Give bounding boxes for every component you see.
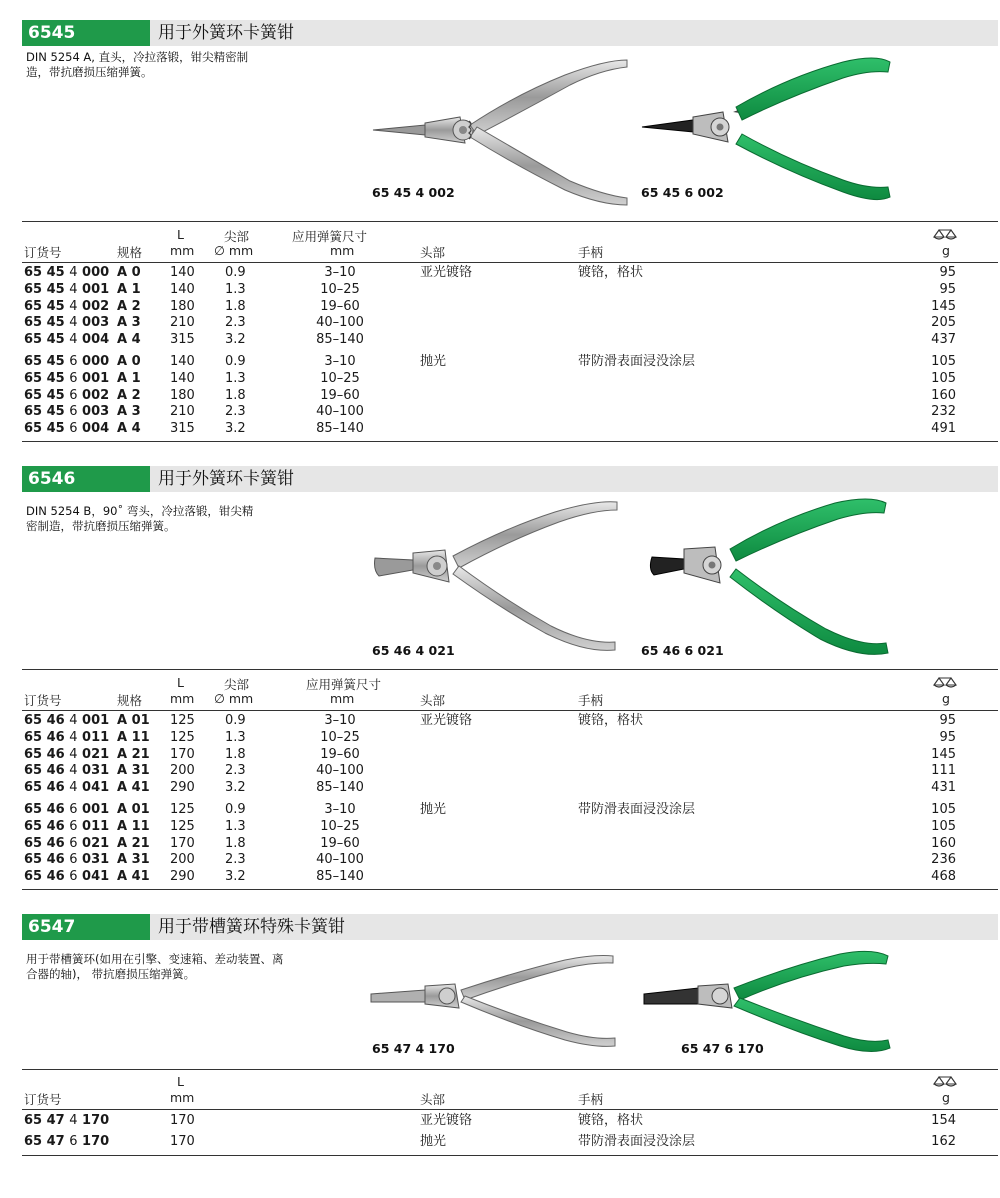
spec-cell: A 0 <box>117 265 141 280</box>
order-suffix: 004 <box>77 421 110 437</box>
tip-cell: 3.2 <box>225 332 246 348</box>
order-prefix: 65 45 <box>24 315 70 331</box>
weight-cell: 105 <box>931 354 956 369</box>
order-prefix: 65 46 <box>24 802 70 817</box>
order-variant: 4 <box>69 746 78 762</box>
col-header-ring-unit: mm <box>330 243 355 258</box>
ring-size-cell: 40–100 <box>316 763 364 779</box>
col-header-spec: 规格 <box>117 693 143 708</box>
order-variant: 6 <box>69 835 78 851</box>
table-header-rule <box>22 262 998 263</box>
order-suffix: 170 <box>77 1113 110 1128</box>
ring-size-cell: 85–140 <box>316 421 364 437</box>
table-header-rule <box>22 710 998 711</box>
spec-cell: A 3 <box>117 315 141 331</box>
order-prefix: 65 46 <box>24 869 70 885</box>
spec-cell: A 21 <box>117 835 150 851</box>
order-prefix: 65 46 <box>24 818 70 834</box>
weight-cell: 491 <box>931 421 956 437</box>
ring-size-cell: 19–60 <box>320 746 360 762</box>
order-number <box>24 730 109 747</box>
tip-cell: 1.8 <box>225 387 246 403</box>
weight-cell: 105 <box>931 818 956 834</box>
col-header-length: L <box>177 675 184 690</box>
col-header-tip-unit: ∅ mm <box>214 243 254 258</box>
section-description <box>26 504 253 534</box>
head-cell: 抛光 <box>420 1134 447 1149</box>
spec-cell: A 1 <box>117 370 141 386</box>
order-prefix: 65 45 <box>24 354 70 369</box>
tip-cell: 2.3 <box>225 763 246 779</box>
order-number <box>24 819 109 836</box>
order-variant: 6 <box>69 802 78 817</box>
order-number <box>24 388 109 405</box>
order-suffix: 021 <box>77 835 110 851</box>
col-header-tip: 尖部 <box>224 677 250 692</box>
section-title: 用于带槽簧环特殊卡簧钳 <box>158 917 345 937</box>
tip-cell: 3.2 <box>225 869 246 885</box>
order-suffix: 003 <box>77 404 110 420</box>
weight-cell: 232 <box>931 404 956 420</box>
order-suffix: 002 <box>77 387 110 403</box>
col-header-head: 头部 <box>420 245 446 260</box>
head-cell: 抛光 <box>420 354 447 369</box>
ring-size-cell: 10–25 <box>320 281 360 297</box>
order-number <box>24 315 109 332</box>
section-title: 用于外簧环卡簧钳 <box>158 23 294 43</box>
order-prefix: 65 45 <box>24 265 70 280</box>
col-header-length: L <box>177 227 184 242</box>
section-header-6545 <box>22 20 998 46</box>
spec-cell: A 41 <box>117 780 150 796</box>
tip-cell: 2.3 <box>225 315 246 331</box>
product-caption: 65 45 4 002 <box>372 185 455 200</box>
order-variant: 6 <box>69 1134 78 1149</box>
product-caption: 65 47 6 170 <box>681 1041 764 1056</box>
tip-cell: 1.3 <box>225 370 246 386</box>
tip-cell: 0.9 <box>225 802 246 817</box>
order-suffix: 031 <box>77 763 110 779</box>
length-cell: 170 <box>170 835 195 851</box>
order-number <box>24 836 109 853</box>
scale-icon <box>932 228 958 242</box>
spec-cell: A 31 <box>117 852 150 868</box>
order-suffix: 041 <box>77 869 110 885</box>
length-cell: 290 <box>170 869 195 885</box>
section-header-6546 <box>22 466 998 492</box>
length-cell: 125 <box>170 713 195 728</box>
description-line: 用于带槽簧环(如用在引擎、变速箱、差动装置、离 <box>26 952 284 966</box>
table-top-rule <box>22 221 998 222</box>
head-cell: 抛光 <box>420 802 447 817</box>
order-suffix: 004 <box>77 332 110 348</box>
order-suffix: 001 <box>77 370 110 386</box>
handle-cell: 镀铬，格状 <box>578 1113 644 1128</box>
length-cell: 140 <box>170 354 195 369</box>
order-prefix: 65 46 <box>24 746 70 762</box>
length-cell: 180 <box>170 298 195 314</box>
length-cell: 315 <box>170 421 195 437</box>
col-header-handle: 手柄 <box>578 693 604 708</box>
col-header-order: 订货号 <box>24 693 62 708</box>
order-suffix: 002 <box>77 298 110 314</box>
pliers-chrome-bent-image <box>365 498 625 658</box>
col-header-weight-unit: g <box>942 243 950 258</box>
order-prefix: 65 46 <box>24 729 70 745</box>
order-suffix: 000 <box>77 265 110 280</box>
weight-cell: 162 <box>931 1134 956 1149</box>
order-prefix: 65 46 <box>24 780 70 796</box>
length-cell: 125 <box>170 729 195 745</box>
length-cell: 315 <box>170 332 195 348</box>
weight-cell: 95 <box>939 729 956 745</box>
order-variant: 6 <box>69 421 78 437</box>
length-cell: 210 <box>170 315 195 331</box>
col-header-order: 订货号 <box>24 245 62 260</box>
section-description <box>26 952 283 982</box>
section-title: 用于外簧环卡簧钳 <box>158 469 294 489</box>
tip-cell: 1.3 <box>225 729 246 745</box>
order-number <box>24 747 109 764</box>
spec-cell: A 2 <box>117 387 141 403</box>
tip-cell: 0.9 <box>225 713 246 728</box>
handle-cell: 带防滑表面浸没涂层 <box>578 354 696 369</box>
order-number <box>24 713 109 730</box>
order-variant: 4 <box>69 763 78 779</box>
length-cell: 170 <box>170 746 195 762</box>
order-prefix: 65 45 <box>24 298 70 314</box>
ring-size-cell: 10–25 <box>320 818 360 834</box>
section-code: 6545 <box>22 20 150 46</box>
handle-cell: 镀铬，格状 <box>578 713 644 728</box>
length-cell: 180 <box>170 387 195 403</box>
order-suffix: 041 <box>77 780 110 796</box>
order-variant: 6 <box>69 818 78 834</box>
length-cell: 140 <box>170 265 195 280</box>
table-top-rule <box>22 669 998 670</box>
order-number <box>24 1113 109 1130</box>
spec-cell: A 2 <box>117 298 141 314</box>
length-cell: 210 <box>170 404 195 420</box>
product-caption: 65 47 4 170 <box>372 1041 455 1056</box>
weight-cell: 95 <box>939 713 956 728</box>
order-suffix: 011 <box>77 818 110 834</box>
description-line: DIN 5254 A, 直头，冷拉落锻，钳尖精密制 <box>26 50 249 64</box>
order-prefix: 65 45 <box>24 421 70 437</box>
col-header-tip-unit: ∅ mm <box>214 691 254 706</box>
col-header-weight-unit: g <box>942 691 950 706</box>
order-suffix: 031 <box>77 852 110 868</box>
col-header-handle: 手柄 <box>578 245 604 260</box>
spec-cell: A 4 <box>117 421 141 437</box>
description-line: 密制造，带抗磨损压缩弹簧。 <box>26 519 176 533</box>
order-prefix: 65 45 <box>24 281 70 297</box>
weight-cell: 431 <box>931 780 956 796</box>
section-code: 6546 <box>22 466 150 492</box>
order-number <box>24 421 109 438</box>
ring-size-cell: 3–10 <box>324 802 356 817</box>
order-prefix: 65 45 <box>24 332 70 348</box>
col-header-length: L <box>177 1074 184 1089</box>
weight-cell: 160 <box>931 835 956 851</box>
handle-cell: 带防滑表面浸没涂层 <box>578 1134 696 1149</box>
weight-cell: 205 <box>931 315 956 331</box>
ring-size-cell: 85–140 <box>316 780 364 796</box>
spec-cell: A 01 <box>117 713 150 728</box>
length-cell: 200 <box>170 852 195 868</box>
order-variant: 6 <box>69 869 78 885</box>
tip-cell: 1.3 <box>225 818 246 834</box>
description-line: 合器的轴)， 带抗磨损压缩弹簧。 <box>26 967 196 981</box>
description-line: DIN 5254 B，90˚ 弯头，冷拉落锻，钳尖精 <box>26 504 254 518</box>
order-prefix: 65 45 <box>24 370 70 386</box>
weight-cell: 111 <box>931 763 956 779</box>
length-cell: 170 <box>170 1134 195 1149</box>
table-top-rule <box>22 1069 998 1070</box>
col-header-length-unit: mm <box>170 243 195 258</box>
col-header-length-unit: mm <box>170 691 195 706</box>
order-suffix: 003 <box>77 315 110 331</box>
order-number <box>24 1134 109 1151</box>
order-variant: 4 <box>69 1113 78 1128</box>
order-number <box>24 332 109 349</box>
weight-cell: 95 <box>939 281 956 297</box>
spec-cell: A 4 <box>117 332 141 348</box>
scale-icon <box>932 676 958 690</box>
ring-size-cell: 40–100 <box>316 404 364 420</box>
section-header-6547 <box>22 914 998 940</box>
order-suffix: 001 <box>77 281 110 297</box>
order-variant: 6 <box>69 370 78 386</box>
scale-icon <box>932 1075 958 1089</box>
order-variant: 6 <box>69 404 78 420</box>
weight-cell: 160 <box>931 387 956 403</box>
spec-cell: A 21 <box>117 746 150 762</box>
order-number <box>24 354 109 371</box>
ring-size-cell: 10–25 <box>320 729 360 745</box>
ring-size-cell: 85–140 <box>316 869 364 885</box>
ring-size-cell: 19–60 <box>320 387 360 403</box>
table-header-rule <box>22 1109 998 1110</box>
tip-cell: 0.9 <box>225 354 246 369</box>
tip-cell: 1.8 <box>225 746 246 762</box>
spec-cell: A 3 <box>117 404 141 420</box>
order-suffix: 021 <box>77 746 110 762</box>
tip-cell: 1.3 <box>225 281 246 297</box>
order-suffix: 170 <box>77 1134 110 1149</box>
order-prefix: 65 46 <box>24 763 70 779</box>
product-caption: 65 46 6 021 <box>641 643 724 658</box>
order-suffix: 011 <box>77 729 110 745</box>
weight-cell: 236 <box>931 852 956 868</box>
order-number <box>24 852 109 869</box>
spec-cell: A 11 <box>117 729 150 745</box>
table-bottom-rule <box>22 889 998 890</box>
order-variant: 4 <box>69 332 78 348</box>
weight-cell: 95 <box>939 265 956 280</box>
order-number <box>24 265 109 282</box>
order-variant: 4 <box>69 780 78 796</box>
spec-cell: A 41 <box>117 869 150 885</box>
tip-cell: 2.3 <box>225 404 246 420</box>
pliers-green-bent-image <box>640 497 900 662</box>
spec-cell: A 11 <box>117 818 150 834</box>
order-variant: 4 <box>69 298 78 314</box>
weight-cell: 154 <box>931 1113 956 1128</box>
order-variant: 4 <box>69 713 78 728</box>
col-header-weight-unit: g <box>942 1090 950 1105</box>
description-line: 造，带抗磨损压缩弹簧。 <box>26 65 153 79</box>
order-number <box>24 404 109 421</box>
order-prefix: 65 47 <box>24 1134 70 1149</box>
order-prefix: 65 46 <box>24 852 70 868</box>
table-bottom-rule <box>22 441 998 442</box>
head-cell: 亚光镀铬 <box>420 1113 473 1128</box>
col-header-ring-unit: mm <box>330 691 355 706</box>
handle-cell: 镀铬，格状 <box>578 265 644 280</box>
order-prefix: 65 45 <box>24 404 70 420</box>
length-cell: 200 <box>170 763 195 779</box>
order-number <box>24 802 109 819</box>
order-number <box>24 371 109 388</box>
order-number <box>24 869 109 886</box>
spec-cell: A 31 <box>117 763 150 779</box>
order-suffix: 000 <box>77 354 110 369</box>
order-prefix: 65 46 <box>24 713 70 728</box>
weight-cell: 145 <box>931 298 956 314</box>
col-header-head: 头部 <box>420 1092 446 1107</box>
col-header-spec: 规格 <box>117 245 143 260</box>
order-suffix: 001 <box>77 802 110 817</box>
col-header-length-unit: mm <box>170 1090 195 1105</box>
tip-cell: 1.8 <box>225 835 246 851</box>
ring-size-cell: 40–100 <box>316 315 364 331</box>
head-cell: 亚光镀铬 <box>420 713 473 728</box>
order-variant: 6 <box>69 852 78 868</box>
tip-cell: 3.2 <box>225 780 246 796</box>
ring-size-cell: 3–10 <box>324 265 356 280</box>
product-caption: 65 45 6 002 <box>641 185 724 200</box>
length-cell: 170 <box>170 1113 195 1128</box>
col-header-tip: 尖部 <box>224 229 250 244</box>
length-cell: 290 <box>170 780 195 796</box>
ring-size-cell: 19–60 <box>320 298 360 314</box>
col-header-order: 订货号 <box>24 1092 62 1107</box>
order-prefix: 65 46 <box>24 835 70 851</box>
weight-cell: 437 <box>931 332 956 348</box>
length-cell: 140 <box>170 370 195 386</box>
table-bottom-rule <box>22 1155 998 1156</box>
weight-cell: 145 <box>931 746 956 762</box>
col-header-ring-size: 应用弹簧尺寸 <box>292 229 368 244</box>
weight-cell: 105 <box>931 802 956 817</box>
section-description <box>26 50 248 80</box>
weight-cell: 105 <box>931 370 956 386</box>
ring-size-cell: 3–10 <box>324 713 356 728</box>
order-number <box>24 282 109 299</box>
tip-cell: 3.2 <box>225 421 246 437</box>
order-variant: 4 <box>69 315 78 331</box>
tip-cell: 1.8 <box>225 298 246 314</box>
order-number <box>24 763 109 780</box>
order-number <box>24 299 109 316</box>
col-header-handle: 手柄 <box>578 1092 604 1107</box>
spec-cell: A 0 <box>117 354 141 369</box>
length-cell: 125 <box>170 818 195 834</box>
order-variant: 4 <box>69 265 78 280</box>
order-variant: 4 <box>69 281 78 297</box>
col-header-ring-size: 应用弹簧尺寸 <box>306 677 382 692</box>
col-header-head: 头部 <box>420 693 446 708</box>
head-cell: 亚光镀铬 <box>420 265 473 280</box>
ring-size-cell: 3–10 <box>324 354 356 369</box>
spec-cell: A 1 <box>117 281 141 297</box>
tip-cell: 2.3 <box>225 852 246 868</box>
length-cell: 140 <box>170 281 195 297</box>
order-variant: 6 <box>69 387 78 403</box>
order-prefix: 65 45 <box>24 387 70 403</box>
pliers-green-groove-image <box>640 948 900 1063</box>
order-variant: 6 <box>69 354 78 369</box>
product-caption: 65 46 4 021 <box>372 643 455 658</box>
order-suffix: 001 <box>77 713 110 728</box>
weight-cell: 468 <box>931 869 956 885</box>
order-number <box>24 780 109 797</box>
ring-size-cell: 19–60 <box>320 835 360 851</box>
order-variant: 4 <box>69 729 78 745</box>
tip-cell: 0.9 <box>225 265 246 280</box>
length-cell: 125 <box>170 802 195 817</box>
order-prefix: 65 47 <box>24 1113 70 1128</box>
spec-cell: A 01 <box>117 802 150 817</box>
section-code: 6547 <box>22 914 150 940</box>
ring-size-cell: 40–100 <box>316 852 364 868</box>
handle-cell: 带防滑表面浸没涂层 <box>578 802 696 817</box>
ring-size-cell: 85–140 <box>316 332 364 348</box>
ring-size-cell: 10–25 <box>320 370 360 386</box>
